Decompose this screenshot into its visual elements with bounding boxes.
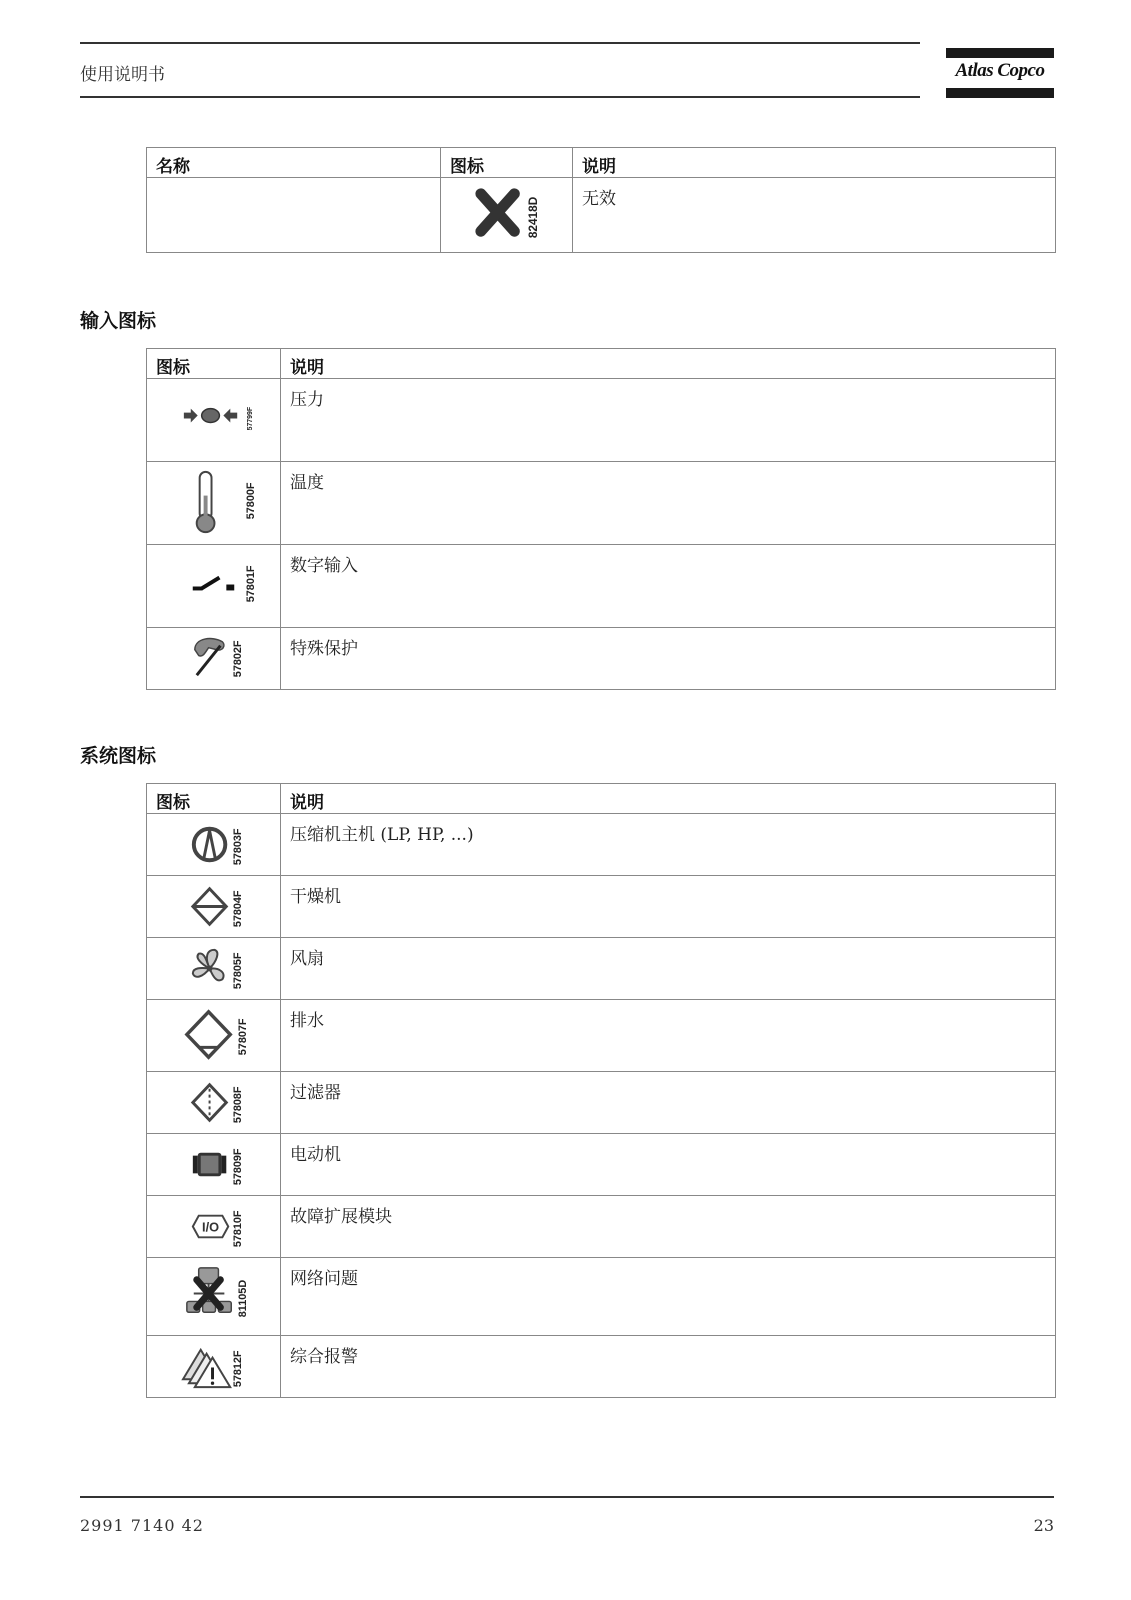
dryer-icon [147,876,280,937]
table-row [147,1072,1056,1134]
io-label: I/O [202,1219,220,1235]
icon-code: 57804F [232,890,245,928]
row-description: 特殊保护 [281,628,1056,690]
icon-cell [147,876,281,938]
filter-icon [147,1072,280,1133]
special-protection-icon [147,628,280,689]
column-header-name: 名称 [147,148,441,178]
table-row [147,545,1056,628]
row-description: 综合报警 [281,1336,1056,1398]
icon-code: 57805F [232,952,245,990]
icon-code: 82418D [526,196,541,239]
icon-cell [147,379,281,462]
section-title-system: 系统图标 [80,745,157,767]
icon-code: 57807F [237,1018,250,1056]
row-description: 数字输入 [281,545,1056,628]
icon-cell [147,628,281,690]
row-name [147,178,441,253]
icon-code: 57801F [245,565,258,603]
row-description: 无效 [573,178,1056,253]
network-problem-icon [147,1258,280,1335]
table-row [147,628,1056,690]
input-icons-table [146,348,1056,690]
table-row [147,379,1056,462]
table-row [147,178,1056,253]
icon-cell [147,545,281,628]
system-icons-table [146,783,1056,1398]
icon-cell [147,1196,281,1258]
column-header-icon: 图标 [147,784,281,814]
page-number: 23 [1033,1516,1054,1535]
header-title: 使用说明书 [80,65,165,85]
digital-input-icon [147,545,280,627]
footer-rule [80,1496,1054,1498]
table-row [147,1196,1056,1258]
row-description: 压力 [281,379,1056,462]
icon-code: 57803F [232,828,245,866]
icon-cell [147,938,281,1000]
pressure-icon [147,379,280,461]
icon-cell [147,1072,281,1134]
icon-cell [147,1000,281,1072]
table-row [147,814,1056,876]
column-header-description: 说明 [281,784,1056,814]
table-row [147,1336,1056,1398]
row-description: 干燥机 [281,876,1056,938]
row-description: 温度 [281,462,1056,545]
top-table [146,147,1056,253]
icon-code: 57810F [232,1210,245,1248]
document-number: 2991 7140 42 [80,1516,204,1535]
icon-code: 57800F [245,482,258,520]
icon-cell [147,1258,281,1336]
icon-cell [441,178,573,253]
row-description: 风扇 [281,938,1056,1000]
row-description: 故障扩展模块 [281,1196,1056,1258]
fan-icon [147,938,280,999]
icon-code: 57812F [232,1350,245,1388]
icon-code: 57802F [232,640,245,678]
atlas-copco-logo [946,48,1054,102]
row-description: 电动机 [281,1134,1056,1196]
invalid-x-icon [441,178,572,252]
table-row [147,1134,1056,1196]
motor-icon [147,1134,280,1195]
column-header-description: 说明 [281,349,1056,379]
header-rule-top [80,42,920,44]
header-rule-bottom [80,96,920,98]
icon-cell [147,462,281,545]
section-title-input: 输入图标 [80,310,157,332]
io-expansion-icon [147,1196,280,1257]
drain-icon [147,1000,280,1071]
table-row [147,1258,1056,1336]
icon-cell [147,1336,281,1398]
row-description: 过滤器 [281,1072,1056,1134]
icon-code: 81105D [237,1279,250,1318]
icon-cell [147,1134,281,1196]
logo-text: Atlas Copco [955,60,1045,81]
table-row [147,1000,1056,1072]
icon-code: 57809F [232,1148,245,1186]
icon-code: 57808F [232,1086,245,1124]
icon-code: 57799F [247,406,255,431]
compressor-element-icon [147,814,280,875]
table-row [147,876,1056,938]
row-description: 网络问题 [281,1258,1056,1336]
table-row [147,462,1056,545]
icon-cell [147,814,281,876]
column-header-description: 说明 [573,148,1056,178]
row-description: 排水 [281,1000,1056,1072]
row-description: 压缩机主机 (LP, HP, ...) [281,814,1056,876]
thermometer-icon [147,462,280,544]
general-alarm-icon [147,1336,280,1397]
column-header-icon: 图标 [441,148,573,178]
column-header-icon: 图标 [147,349,281,379]
table-row [147,938,1056,1000]
